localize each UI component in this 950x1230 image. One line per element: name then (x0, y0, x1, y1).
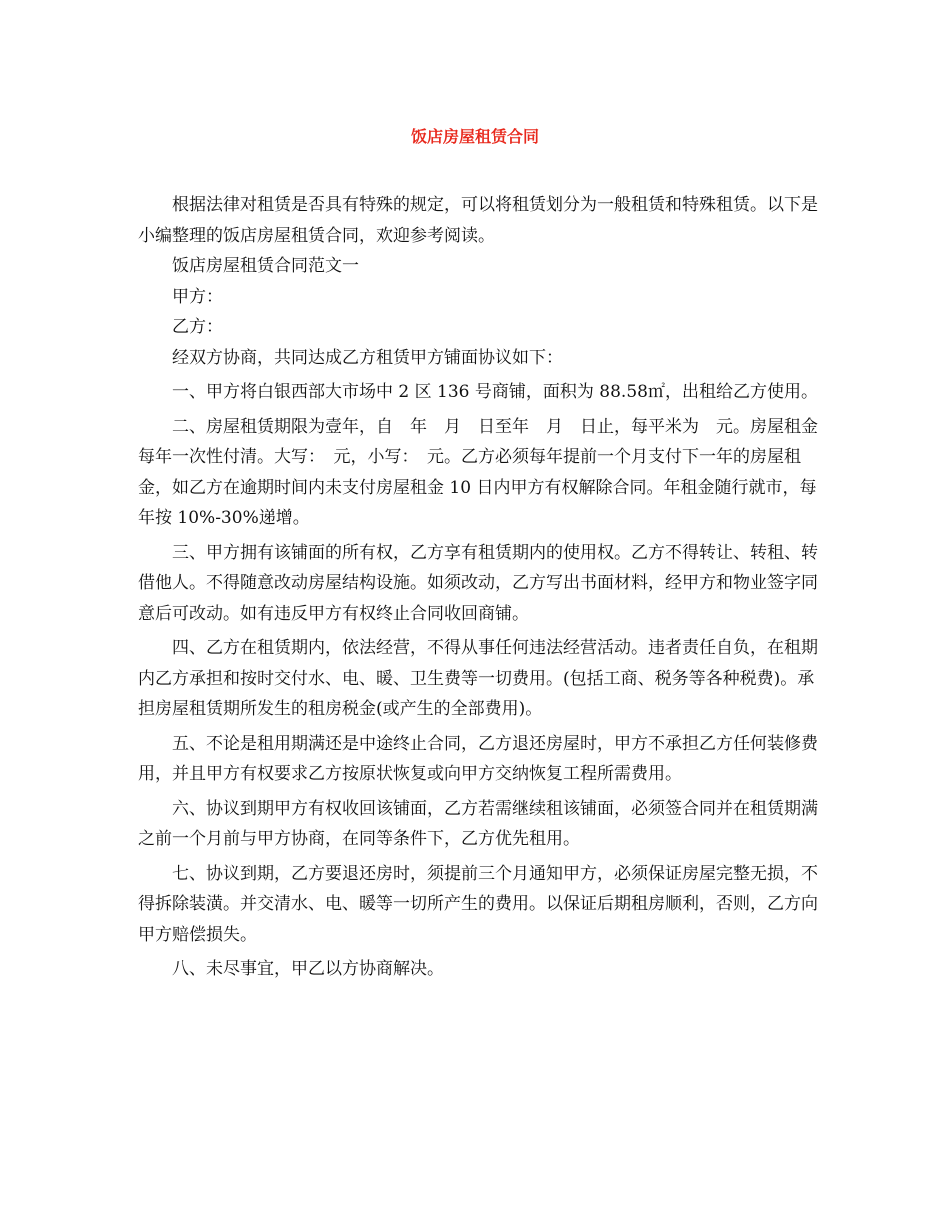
clause-3: 三、甲方拥有该铺面的所有权，乙方享有租赁期内的使用权。乙方不得转让、转租、转借他人。不得随意改动房屋结构设施。如须改动，乙方写出书面材料，经甲方和物业签字同意后可改动。如有违反甲方有权终止合同收回商铺。 (138, 542, 818, 624)
intro-paragraph: 根据法律对租赁是否具有特殊的规定，可以将租赁划分为一般租赁和特殊租赁。以下是小编整理的饭店房屋租赁合同，欢迎参考阅读。 (138, 195, 818, 246)
clause-2: 二、房屋租赁期限为壹年，自 年 月 日至年 月 日止，每平米为 元。房屋租金每年一次性付清。大写： 元，小写： 元。乙方必须每年提前一个月支付下一年的房屋租金，如乙方在逾期时间内未支付房屋租金 10 日内甲方有权解除合同。年租金随行就市，每年按 10%-30%递增。 (138, 416, 818, 528)
clause-7: 七、协议到期，乙方要退还房时，须提前三个月通知甲方，必须保证房屋完整无损，不得拆除装潢。并交清水、电、暖等一切所产生的费用。以保证后期租房顺利，否则，乙方向甲方赔偿损失。 (138, 863, 818, 945)
clause-1: 一、甲方将白银西部大市场中 2 区 136 号商铺，面积为 88.58㎡，出租给乙方使用。 (172, 382, 818, 402)
sample-heading: 饭店房屋租赁合同范文一 (172, 256, 359, 276)
agreement-intro: 经双方协商，共同达成乙方租赁甲方铺面协议如下： (172, 347, 563, 368)
clause-5: 五、不论是租用期满还是中途终止合同，乙方退还房屋时，甲方不承担乙方任何装修费用，并且甲方有权要求乙方按原状恢复或向甲方交纳恢复工程所需费用。 (138, 733, 818, 784)
clause-6: 六、协议到期甲方有权收回该铺面，乙方若需继续租该铺面，必须签合同并在租赁期满之前一个月前与甲方协商，在同等条件下，乙方优先租用。 (138, 798, 818, 849)
document-title: 饭店房屋租赁合同 (410, 127, 539, 146)
party-b-line: 乙方： (172, 317, 223, 337)
clause-4: 四、乙方在租赁期内，依法经营，不得从事任何违法经营活动。违者责任自负，在租期内乙方承担和按时交付水、电、暖、卫生费等一切费用。(包括工商、税务等各种税费)。承担房屋租赁期所发生的租房税金(或产生的全部费用)。 (138, 638, 818, 719)
clause-8: 八、未尽事宜，甲乙以方协商解决。 (172, 959, 444, 979)
party-a-line: 甲方： (172, 286, 223, 307)
document-body (138, 190, 818, 985)
